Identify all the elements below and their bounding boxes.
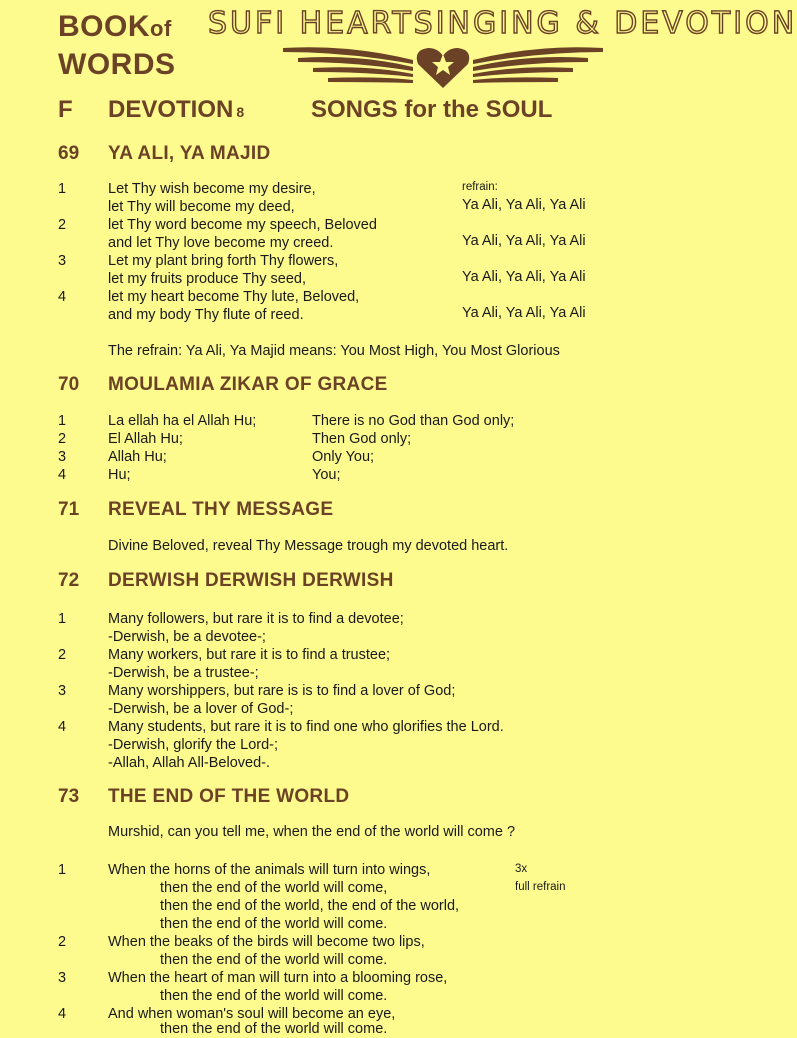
lyric-line: let my heart become Thy lute, Beloved, [108,289,360,305]
lyric-line: and my body Thy flute of reed. [108,307,304,323]
refrain-note: full refrain [515,881,566,893]
lyric-line: -Derwish, glorify the Lord-; [108,737,279,753]
zikar-text: Hu; [108,467,131,483]
lyric-line: Divine Beloved, reveal Thy Message trough my devoted heart. [108,538,509,554]
zikar-translation: You; [312,467,341,483]
lyric-line: Many workers, but rare it is to find a trustee; [108,647,391,663]
stanza-number: 1 [58,181,67,197]
song-number: 71 [58,499,80,520]
section-title [108,96,244,124]
stanza-number: 4 [58,1006,67,1022]
zikar-number: 2 [58,431,67,447]
stanza-number: 4 [58,719,67,735]
song-number: 72 [58,570,80,591]
zikar-translation: Only You; [312,449,375,465]
refrain-line: Ya Ali, Ya Ali, Ya Ali [462,305,586,321]
lyric-line: Many worshippers, but rare is is to find a lover of God; [108,683,456,699]
stanza-number: 3 [58,970,67,986]
refrain-line: Ya Ali, Ya Ali, Ya Ali [462,269,586,285]
stanza-number: 1 [58,862,67,878]
stanza-number: 3 [58,683,67,699]
repeat-note: 3x [515,863,528,875]
question-line: Murshid, can you tell me, when the end of the world will come ? [108,824,516,840]
book-title-line2: WORDS [58,48,176,81]
section-number: 8 [236,104,245,120]
lyric-line: And when woman's soul will become an eye, [108,1006,396,1022]
lyric-line: then the end of the world will come. [160,952,388,968]
stanza-number: 2 [58,647,67,663]
zikar-number: 1 [58,413,67,429]
stanza-number: 1 [58,611,67,627]
lyric-line: Let Thy wish become my desire, [108,181,316,197]
lyric-line: then the end of the world will come. [160,916,388,932]
zikar-text: El Allah Hu; [108,431,183,447]
lyric-line: -Derwish, be a lover of God-; [108,701,294,717]
refrain-note: The refrain: Ya Ali, Ya Majid means: You Most High, You Most Glorious [108,343,560,359]
refrain-line: Ya Ali, Ya Ali, Ya Ali [462,233,586,249]
lyric-line: Let my plant bring forth Thy flowers, [108,253,339,269]
zikar-translation: There is no God than God only; [312,413,515,429]
song-number: 70 [58,374,80,395]
song-title: THE END OF THE WORLD [108,786,350,807]
book-of-word: of [150,16,172,41]
section-subtitle: SONGS for the SOUL [311,96,553,123]
zikar-text: La ellah ha el Allah Hu; [108,413,257,429]
lyric-line: Many students, but rare it is to find one who glorifies the Lord. [108,719,504,735]
refrain-label: refrain: [462,181,498,193]
song-number: 73 [58,786,80,807]
stanza-number: 3 [58,253,67,269]
book-word: BOOK [58,10,150,43]
lyric-line: When the heart of man will turn into a blooming rose, [108,970,448,986]
section-heading [0,96,620,126]
lyric-line: Many followers, but rare it is to find a devotee; [108,611,404,627]
song-title: REVEAL THY MESSAGE [108,499,334,520]
lyric-line: then the end of the world, the end of the world, [160,898,460,914]
lyric-line: When the beaks of the birds will become two lips, [108,934,425,950]
zikar-translation: Then God only; [312,431,412,447]
lyric-line: -Derwish, be a devotee-; [108,629,266,645]
lyric-line: let Thy will become my deed, [108,199,295,215]
lyric-line: let my fruits produce Thy seed, [108,271,306,287]
lyric-line: When the horns of the animals will turn into wings, [108,862,431,878]
stanza-number: 2 [58,934,67,950]
section-title-text: DEVOTION [108,96,234,123]
refrain-line: Ya Ali, Ya Ali, Ya Ali [462,197,586,213]
zikar-number: 4 [58,467,67,483]
song-title: YA ALI, YA MAJID [108,143,271,164]
section-letter: F [58,96,73,123]
lyric-line: let Thy word become my speech, Beloved [108,217,377,233]
lyric-line: then the end of the world will come, [160,880,388,896]
song-title: DERWISH DERWISH DERWISH [108,570,394,591]
zikar-text: Allah Hu; [108,449,167,465]
lyric-line: and let Thy love become my creed. [108,235,334,251]
stanza-number: 4 [58,289,67,305]
stanza-number: 2 [58,217,67,233]
zikar-number: 3 [58,449,67,465]
lyric-line: then the end of the world will come. [160,1021,388,1037]
song-title: MOULAMIA ZIKAR OF GRACE [108,374,388,395]
lyric-line: -Derwish, be a trustee-; [108,665,259,681]
banner-title: SUFI HEARTSINGING & DEVOTION [208,6,797,41]
winged-heart-emblem-icon [278,40,608,90]
lyric-line: -Allah, Allah All-Beloved-. [108,755,270,771]
song-number: 69 [58,143,80,164]
lyric-line: then the end of the world will come. [160,988,388,1004]
book-title-line1 [58,10,172,44]
